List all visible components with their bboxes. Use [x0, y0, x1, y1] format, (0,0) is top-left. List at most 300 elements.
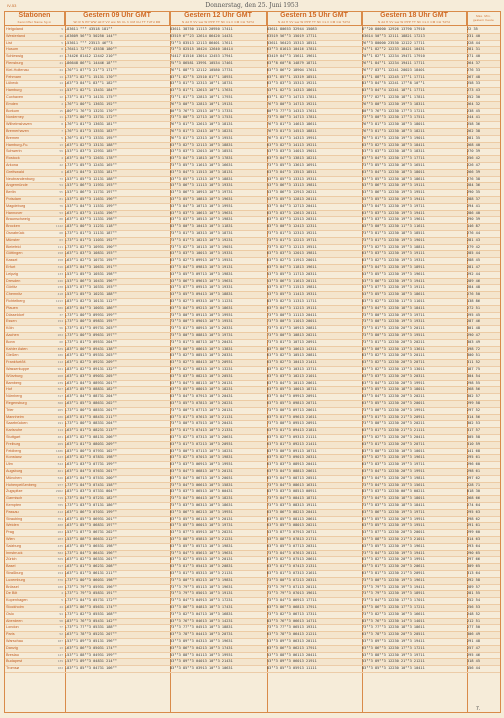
- obs-18: 63⁰⁰3 81⁰⁰3 12230 21⁰⁰3 20911: [362, 571, 425, 575]
- obs-15: 53⁰⁰1 82⁰⁰3 14313 18611: [267, 88, 317, 93]
- station-height: 351: [57, 516, 63, 521]
- obs-15: 53⁰⁰3 85⁰⁰3 13313 19311: [267, 176, 317, 181]
- obs-09: —63⁰⁰1 84⁰⁰3 12331 181⁰⁰: [65, 169, 117, 174]
- obs-09: —73⁰⁰1 81⁰⁰3 11031 192⁰⁰: [65, 237, 117, 242]
- station-name: Salzburg: [6, 543, 21, 548]
- obs-18: 63⁰⁰3 84⁰⁰3 12230 18⁰⁰3 18411: [362, 305, 425, 310]
- obs-12: 63⁰⁰3 82⁰⁰3 07013 10⁰⁰3 19831: [170, 455, 233, 460]
- obs-18: 63⁰⁰3 86⁰⁰3 12230 19⁰⁰3 19711: [362, 509, 425, 514]
- obs-15: 53⁰⁰3 86⁰⁰3 13113 19811: [267, 183, 317, 188]
- obs-09: —63⁰⁰1 84⁰⁰3 07531 200⁰⁰: [65, 475, 117, 480]
- max-min: 290 35: [467, 190, 480, 195]
- obs-15: 73⁰⁰3 83⁰⁰3 08313 19111: [267, 503, 317, 507]
- obs-12: 63519 6⁰⁰23 12614 86420 14431: [170, 33, 233, 38]
- obs-15: 73⁰⁰3 82⁰⁰3 12113 19511: [267, 244, 317, 249]
- obs-18: 73⁰⁰3 77⁰⁰3 12230 18⁰⁰3 18611: [362, 625, 425, 630]
- max-min: 271 40: [467, 54, 480, 59]
- header-extremes: [467, 12, 500, 25]
- obs-09: —73⁰⁰1 82⁰⁰3 05531 168⁰⁰: [65, 611, 117, 616]
- obs-15: 73⁰⁰3 80⁰⁰3 11013 20011: [267, 319, 317, 324]
- obs-12: 63⁰⁰3 84⁰⁰3 06813 10⁰⁰3 20131: [170, 469, 233, 473]
- obs-18: 73⁰⁰3 80⁰⁰3 12230 19⁰⁰3 19611: [362, 577, 425, 582]
- obs-12: 63⁰⁰3 83⁰⁰3 10613 10⁰⁰3 19631: [170, 210, 233, 215]
- obs-12: 63⁰⁰3 85⁰⁰3 08013 10⁰⁰3 18231: [170, 387, 233, 392]
- obs-15: 83⁰⁰3 83⁰⁰3 08513 00911: [267, 489, 317, 494]
- station-name: Würzburg: [6, 373, 23, 378]
- station-name: Straubing: [6, 516, 23, 521]
- obs-18: 53⁰⁰3 89⁰⁰3 12230 21⁰⁰3 21211: [362, 659, 425, 664]
- station-name: Tromsø: [6, 666, 19, 671]
- page-title: Donnerstag, den 25. Juni 1953: [205, 2, 299, 9]
- obs-18: 63⁰⁰3 82⁰⁰3 12230 20⁰⁰3 19911: [362, 557, 425, 562]
- station-name: Oslo: [6, 611, 14, 616]
- obs-18: 73⁰⁰3 80⁰⁰3 12230 19⁰⁰3 19711: [362, 312, 425, 317]
- obs-15: 53⁰⁰3 86⁰⁰3 12913 20211: [267, 190, 317, 195]
- max-min: 304 54: [467, 373, 480, 378]
- obs-09: —76⁰⁰1 81⁰⁰3 13331 195⁰⁰: [65, 135, 117, 140]
- obs-09: —63⁰⁰1 85⁰⁰3 08831 182⁰⁰: [65, 387, 117, 392]
- obs-09: —63⁰⁰1 82⁰⁰3 07831 198⁰⁰: [65, 455, 117, 460]
- obs-15: 63⁰⁰8 60⁰⁰8 14879 18711: [267, 61, 317, 65]
- table-row: [5, 665, 500, 673]
- obs-09: —73⁰⁰1 84⁰⁰3 07231 182⁰⁰: [65, 496, 117, 501]
- station-name: Karlsruhe: [6, 428, 23, 433]
- station-height: 265: [57, 407, 63, 412]
- obs-15: 73⁰⁰3 84⁰⁰3 06913 17711: [267, 598, 317, 603]
- obs-12: 63⁰⁰3 82⁰⁰3 08513 10⁰⁰3 20331: [170, 353, 233, 358]
- station-height: 522: [57, 462, 63, 467]
- station-height: 44: [59, 67, 63, 72]
- station-height: 13: [59, 142, 63, 147]
- station-name: Görlitz: [6, 285, 17, 290]
- station-name: Innsbruck: [6, 550, 23, 555]
- observation-table: [4, 11, 501, 713]
- obs-12: 83⁰⁰3 82⁰⁰3 08313 10⁰⁰3 13231: [170, 367, 233, 371]
- max-min: 293 64: [467, 543, 480, 548]
- station-name: Basel: [6, 564, 16, 569]
- obs-09: —63⁰⁰1 82⁰⁰3 06331 201⁰⁰: [65, 557, 117, 562]
- header-extra-sub: gestern heute: [473, 18, 494, 22]
- obs-18: 53⁰⁰3 84⁰⁰3 12230 19⁰⁰3 19711: [362, 203, 425, 208]
- max-min: 018 30: [467, 489, 480, 494]
- station-height: 582: [57, 550, 63, 555]
- obs-18: 63⁰⁰3 81⁰⁰3 12230 20⁰⁰3 20611: [362, 564, 425, 569]
- obs-18: 63⁰⁰3 84⁰⁰3 12230 20⁰⁰3 20211: [362, 394, 425, 399]
- obs-15: 63⁰⁰1 82⁰⁰3 14713 17811: [267, 95, 317, 99]
- station-name: Plauen: [6, 305, 18, 310]
- obs-12: 53⁰⁰3 88⁰⁰3 04113 10⁰⁰3 19931: [170, 652, 233, 657]
- obs-15: 53⁰⁰3 85⁰⁰3 11713 20311: [267, 271, 317, 276]
- obs-12: 76⁰⁰3 81⁰⁰3 12613 10⁰⁰3 18131: [170, 122, 233, 127]
- obs-18: 63⁰⁰3 83⁰⁰3 12230 20⁰⁰3 20311: [362, 373, 425, 378]
- obs-09: —83⁰⁰1 82⁰⁰3 10131 112⁰⁰: [65, 299, 117, 303]
- obs-18: 73⁰⁰3 84⁰⁰3 12230 18⁰⁰3 18011: [362, 496, 425, 501]
- obs-12: 63⁰⁰3 84⁰⁰3 09213 10⁰⁰3 18631: [170, 305, 233, 310]
- station-height: 317: [57, 564, 63, 569]
- station-height: 262: [57, 530, 63, 535]
- station-height: 154: [57, 319, 63, 324]
- obs-15: 63⁰⁰3 83⁰⁰3 08913 20411: [267, 462, 317, 467]
- station-height: 15: [59, 108, 63, 113]
- station-name: Berlin: [6, 190, 16, 195]
- station-name: Bielefeld: [6, 244, 21, 249]
- obs-18: 83⁰⁰3 80⁰⁰3 12230 11⁰⁰3 11611: [362, 224, 425, 229]
- station-height: 4: [61, 591, 63, 596]
- max-min: 272 51: [467, 305, 480, 310]
- page-mark: IV-53: [7, 3, 17, 8]
- max-min: 281 55: [467, 591, 480, 596]
- max-min: 289 57: [467, 584, 480, 589]
- obs-09: —63⁰⁰1 85⁰⁰3 06531 198⁰⁰: [65, 543, 117, 548]
- obs-09: —53⁰⁰1 85⁰⁰3 10531 198⁰⁰: [65, 271, 117, 276]
- obs-12: 83⁰⁰3 81⁰⁰1 12613 10⁰⁰1 17631: [170, 88, 233, 93]
- obs-09: —63⁰⁰1 78⁰⁰3 05231 207⁰⁰: [65, 632, 117, 637]
- station-name: Stockholm: [6, 605, 24, 609]
- obs-09: —63⁰⁰1 86⁰⁰3 05031 174⁰⁰: [65, 645, 117, 650]
- obs-15: 73⁰⁰3 79⁰⁰3 07013 19611: [267, 591, 317, 596]
- station-height: 386: [57, 305, 63, 310]
- station-height: 44: [59, 605, 63, 609]
- station-height: 100: [57, 584, 63, 589]
- station-name: Magdeburg: [6, 203, 26, 208]
- station-height: 37: [59, 312, 63, 317]
- station-height: 418: [57, 292, 63, 297]
- obs-18: 83⁰⁰3 82⁰⁰3 12230 13⁰⁰3 13011: [362, 367, 425, 371]
- obs-09: —73⁰⁰1 77⁰⁰3 05331 188⁰⁰: [65, 625, 117, 630]
- obs-15: 63⁰⁰3 81⁰⁰3 07413 21311: [267, 564, 317, 569]
- station-height: 107: [57, 639, 63, 643]
- station-height: 58: [59, 618, 63, 623]
- obs-12: 53⁰⁰3 85⁰⁰3 11313 10⁰⁰3 18831: [170, 176, 233, 181]
- obs-18: 73⁰⁰3 81⁰⁰3 12230 19⁰⁰3 19011: [362, 237, 425, 242]
- obs-09: —63⁰⁰1 81⁰⁰3 08431 211⁰⁰: [65, 414, 117, 419]
- station-name: Wien: [6, 537, 15, 541]
- station-height: 5: [61, 598, 63, 603]
- obs-18: 63⁰⁰3 85⁰⁰3 12230 19⁰⁰3 19511: [362, 523, 425, 528]
- obs-09: —73⁰⁰1 80⁰⁰3 08331 204⁰⁰: [65, 421, 117, 426]
- station-name: Brüssel: [6, 584, 19, 589]
- obs-15: 53⁰⁰3 85⁰⁰3 11413 19311: [267, 292, 317, 297]
- obs-15: 63⁰⁰3 86⁰⁰3 06213 17911: [267, 645, 317, 650]
- obs-18: 73⁰⁰3 83⁰⁰3 12230 18⁰⁰3 18411: [362, 503, 425, 507]
- obs-18: 83⁰⁰3 80⁰⁰3 12230 10⁰⁰3 10011: [362, 448, 425, 453]
- obs-15: 73⁰⁰3 77⁰⁰3 06513 19311: [267, 625, 317, 630]
- station-name: Lübeck: [6, 81, 19, 86]
- obs-18: 63⁰⁰3 85⁰⁰3 12230 20⁰⁰3 19911: [362, 516, 425, 521]
- obs-12: 63⁰⁰3 83⁰⁰3 10513 10⁰⁰3 19831: [170, 217, 233, 222]
- obs-09: —63⁰⁰1 83⁰⁰3 10831 193⁰⁰: [65, 251, 117, 256]
- obs-18: 53⁰⁰3 87⁰⁰3 12230 19⁰⁰3 19111: [362, 285, 425, 290]
- obs-15: 73⁰⁰3 80⁰⁰3 09713 20611: [267, 407, 317, 412]
- obs-09: —63⁰⁰3 84⁰⁰1 83⁰⁰1 182⁰⁰: [65, 81, 117, 86]
- obs-09: —63⁰⁰1 82⁰⁰3 09231 209⁰⁰: [65, 360, 117, 365]
- obs-18: 63⁰⁰3 81⁰⁰3 12230 21⁰⁰3 20911: [362, 414, 425, 419]
- obs-18: 63⁰⁰3 84⁰⁰3 12230 20⁰⁰3 19911: [362, 380, 425, 385]
- station-name: Budapest: [6, 659, 23, 664]
- obs-18: 63⁰⁰3 83⁰⁰3 12230 19⁰⁰3 19611: [362, 217, 425, 222]
- station-height: 94: [59, 611, 63, 616]
- max-min: 231 40: [467, 33, 480, 38]
- obs-18: 73⁰⁰3 84⁰⁰3 12230 19⁰⁰3 19411: [362, 550, 425, 555]
- obs-12: 53⁰⁰3 86⁰⁰3 11113 10⁰⁰3 19331: [170, 183, 233, 188]
- obs-18: 73⁰⁰3 84⁰⁰3 12230 17⁰⁰3 17011: [362, 598, 425, 603]
- station-name: Danzig: [6, 645, 18, 650]
- obs-18: 73⁰⁰3 79⁰⁰3 12230 19⁰⁰3 19411: [362, 584, 425, 589]
- station-name: Wasserkuppe: [6, 367, 30, 371]
- max-min: 298 55: [467, 380, 480, 385]
- station-name: Warschau: [6, 639, 23, 643]
- station-height: 73: [59, 176, 63, 181]
- station-height: 147: [57, 652, 63, 657]
- max-min: 301 48: [467, 326, 480, 331]
- obs-15: 63⁰⁰3 82⁰⁰3 14113 19211: [267, 142, 317, 147]
- obs-15: 73⁰⁰3 80⁰⁰3 14713 17811: [267, 115, 317, 120]
- station-name: Bremerhaven: [6, 129, 29, 133]
- obs-18: 76⁰⁰3 80⁰⁰3 12230 19⁰⁰3 18311: [362, 101, 425, 106]
- obs-15: 53611 56423 15313 18511: [267, 40, 317, 45]
- max-min: 311 52: [467, 360, 480, 365]
- max-min: 146 87: [467, 224, 480, 229]
- obs-18: 53⁰⁰3 85⁰⁰3 12230 18⁰⁰3 18611: [362, 176, 425, 181]
- obs-12: 83⁰⁰3 85⁰⁰3 03913 10⁰⁰3 10631: [170, 666, 233, 671]
- obs-09: —63⁰⁰1 83⁰⁰3 11331 198⁰⁰: [65, 217, 117, 222]
- obs-15: 73⁰⁰3 85⁰⁰3 13613 16911: [267, 163, 317, 167]
- obs-15: 63⁰⁰3 86⁰⁰3 06813 17911: [267, 605, 317, 609]
- obs-15: 73⁰⁰3 81⁰⁰3 10713 20911: [267, 339, 317, 344]
- obs-12: 63⁰⁰3 82⁰⁰3 07313 10⁰⁰3 20631: [170, 435, 233, 439]
- obs-18: 53⁰⁰3 83⁰⁰3 12230 18⁰⁰3 18311: [362, 149, 425, 154]
- obs-09: —73⁰⁰1 79⁰⁰3 05831 191⁰⁰: [65, 591, 117, 596]
- max-min: 298 62: [467, 516, 480, 521]
- station-height: 8: [61, 47, 63, 52]
- obs-18: 76⁰⁰7 83⁰⁰1 12241 20023 18401: [362, 67, 425, 72]
- station-height: 5: [61, 135, 63, 140]
- station-name: Weiden: [6, 523, 19, 528]
- obs-12: 83⁰⁰3 82⁰⁰3 09313 10⁰⁰3 11231: [170, 299, 233, 303]
- obs-09: —63⁰⁰1 81⁰⁰3 08231 213⁰⁰: [65, 428, 117, 433]
- obs-15: 63⁰⁰3 85⁰⁰3 08013 20211: [267, 523, 317, 528]
- station-height: 246: [57, 278, 63, 283]
- station-name: Norderney: [6, 115, 24, 120]
- station-height: 14: [59, 74, 63, 79]
- max-min: 228 71: [467, 482, 480, 487]
- max-min: 296 60: [467, 462, 480, 467]
- station-name: Münster: [6, 237, 20, 242]
- max-min: 226 47: [467, 163, 480, 167]
- obs-12: 73⁰⁰1 81⁰⁰3 12813 10⁰⁰1 17931: [170, 95, 233, 99]
- station-height: 77: [59, 625, 63, 630]
- station-name: Osnabrück: [6, 231, 25, 235]
- obs-15: 83611 80653 32944 15083: [267, 27, 317, 31]
- obs-15: 63⁰⁰3 84⁰⁰3 11813 19611: [267, 265, 317, 269]
- obs-09: —76⁰⁰1 81⁰⁰3 13631 181⁰⁰: [65, 122, 117, 127]
- obs-12: 73⁰⁰3 81⁰⁰3 10213 10⁰⁰3 19231: [170, 237, 233, 242]
- station-name: Husum: [6, 47, 19, 52]
- station-name: Kiel-Holtenau: [6, 67, 29, 72]
- obs-15: 83⁰⁰3 80⁰⁰3 10613 14311: [267, 346, 317, 351]
- obs-12: 76⁰⁰1 88⁰⁰3 12112 10580 17731: [170, 67, 233, 72]
- obs-12: 73⁰⁰3 80⁰⁰3 09113 10⁰⁰3 19931: [170, 312, 233, 317]
- max-min: 287 46: [467, 319, 480, 324]
- station-name: Westerland: [6, 33, 26, 38]
- station-name: Potsdam: [6, 197, 21, 201]
- obs-09: —63⁰⁰1 81⁰⁰3 06131 211⁰⁰: [65, 571, 117, 575]
- station-height: 150: [57, 251, 63, 256]
- obs-12: 73⁰⁰3 84⁰⁰3 04913 10⁰⁰3 17231: [170, 598, 233, 603]
- obs-15: 83⁰⁰3 82⁰⁰3 11313 11711: [267, 299, 317, 303]
- obs-18: 83⁰⁰3 84⁰⁰5 12241 17⁰⁰8 10⁰⁰1: [362, 81, 425, 86]
- header-stations-label: Stationen: [18, 12, 51, 19]
- max-min: 291 61: [467, 523, 480, 528]
- obs-12: 63⁰⁰3 83⁰⁰3 06913 10⁰⁰3 19931: [170, 462, 233, 467]
- station-name: Straßburg: [6, 571, 23, 575]
- station-name: Bonn: [6, 339, 15, 344]
- obs-12: 63⁰⁰3 84⁰⁰3 11513 10⁰⁰3 18131: [170, 169, 233, 174]
- obs-15: 83⁰⁰3 85⁰⁰3 05913 11111: [267, 666, 317, 671]
- max-min: 290 39: [467, 217, 480, 222]
- station-name: Köln: [6, 326, 14, 331]
- station-height: 719: [57, 496, 63, 501]
- obs-18: 74⁰⁰1 82⁰⁰2 12233 18421 10431: [362, 47, 425, 52]
- station-name: Frankfurt/M.: [6, 360, 27, 365]
- obs-15: 53⁰⁰3 87⁰⁰3 07913 20711: [267, 530, 317, 535]
- station-height: 366: [57, 401, 63, 405]
- obs-12: 53⁰⁰3 89⁰⁰3 04313 10⁰⁰3 19631: [170, 639, 233, 643]
- max-min: 281 43: [467, 237, 480, 242]
- header-g1-label: Gestern 09 Uhr GMT: [83, 12, 151, 19]
- obs-15: 76⁰⁰3 81⁰⁰3 14613 18611: [267, 122, 317, 127]
- obs-12: 73⁰⁰3 80⁰⁰3 07713 10⁰⁰3 20131: [170, 407, 233, 412]
- obs-12: 83⁰⁰3 81⁰⁰3 12313 10⁰⁰1 18731: [170, 81, 233, 86]
- station-height: 5: [61, 40, 63, 45]
- obs-09: —63⁰⁰1 81⁰⁰3 06231 208⁰⁰: [65, 564, 117, 569]
- max-min: 276 44: [467, 231, 480, 235]
- obs-15: 73⁰⁰3 84⁰⁰3 08413 18711: [267, 496, 317, 501]
- obs-12: 73⁰⁰3 80⁰⁰3 09013 10⁰⁰3 19531: [170, 319, 233, 324]
- obs-09: —73⁰⁰1 81⁰⁰3 14131 175⁰⁰: [65, 95, 117, 99]
- station-height: 203: [57, 537, 63, 541]
- obs-15: 53⁰⁰3 89⁰⁰3 06013 21911: [267, 659, 317, 664]
- obs-12: 53⁰⁰3 83⁰⁰3 12013 10⁰⁰3 18531: [170, 149, 233, 154]
- station-name: Erfurt: [6, 265, 16, 269]
- max-min: 156 44: [467, 666, 480, 671]
- obs-12: 76⁰⁰3 81⁰⁰3 12413 10⁰⁰3 18231: [170, 129, 233, 133]
- max-min: 276 33: [467, 67, 480, 72]
- obs-15: 63419 84⁰⁰3 15611 19611: [267, 54, 317, 59]
- header-g2-label: Gestern 12 Uhr GMT: [184, 12, 252, 19]
- obs-18: 53⁰⁰3 86⁰⁰3 12230 19⁰⁰3 19111: [362, 183, 425, 188]
- obs-12: 76⁰⁰3 80⁰⁰3 12813 10⁰⁰1 19131: [170, 101, 233, 106]
- station-height: 2: [61, 101, 63, 106]
- obs-12: 83⁰⁰3 83⁰⁰3 06513 10⁰⁰3 00431: [170, 489, 233, 494]
- station-name: Feldberg: [6, 448, 21, 453]
- station-name: Saarbrücken: [6, 421, 28, 426]
- obs-09: —63⁰⁰1 82⁰⁰3 10731 195⁰⁰: [65, 258, 117, 263]
- max-min: 305 58: [467, 435, 480, 439]
- station-height: 7: [61, 129, 63, 133]
- obs-12: 53⁰⁰3 84⁰⁰3 10713 10⁰⁰3 19931: [170, 203, 233, 208]
- obs-12: 53⁰⁰3 89⁰⁰3 04013 10⁰⁰3 21431: [170, 659, 233, 664]
- obs-09: —63⁰⁰1 82⁰⁰3 09331 203⁰⁰: [65, 353, 117, 358]
- station-name: Passau: [6, 509, 19, 514]
- obs-18: 73⁰⁰3 82⁰⁰3 12230 16⁰⁰3 16611: [362, 611, 425, 616]
- station-name: Wilhelmshaven: [6, 122, 32, 127]
- obs-12: 83⁰⁰1 82⁰⁰5 12510 81⁰⁰1 18931: [170, 74, 233, 79]
- max-min: 288 45: [467, 258, 480, 263]
- obs-15: 63⁰⁰3 85⁰⁰3 10013 18711: [267, 387, 317, 392]
- obs-12: 53⁰⁰3 86⁰⁰3 10913 10⁰⁰3 19731: [170, 190, 233, 195]
- max-min: 281 31: [467, 47, 480, 52]
- max-min: 290 47: [467, 333, 480, 337]
- station-name: Freiburg: [6, 441, 21, 446]
- obs-09: —73⁰⁰1 84⁰⁰3 05731 172⁰⁰: [65, 598, 117, 603]
- station-name: Hannover: [6, 210, 23, 215]
- max-min: 292 58: [467, 577, 480, 582]
- max-min: 314 63: [467, 537, 480, 541]
- station-name: Hohenpeißenberg: [6, 482, 37, 487]
- table-header: [5, 12, 500, 26]
- obs-12: 63⁰⁰3 83⁰⁰3 08213 10⁰⁰3 20531: [170, 373, 233, 378]
- obs-15: 53⁰⁰3 88⁰⁰3 07813 21711: [267, 537, 317, 541]
- obs-15: 63⁰⁰3 81613 10416 17811: [267, 47, 317, 52]
- station-height: 158: [57, 258, 63, 263]
- obs-18: 73⁰⁰3 81⁰⁰3 12230 20⁰⁰3 20111: [362, 326, 425, 331]
- station-name: Hamburg: [6, 88, 22, 93]
- station-name: Cuxhaven: [6, 95, 24, 99]
- page-number: 7.: [476, 706, 481, 712]
- obs-15: 63⁰⁰3 84⁰⁰3 11213 19111: [267, 305, 317, 310]
- obs-12: 83⁰⁰3 80⁰⁰3 10413 10⁰⁰3 11831: [170, 224, 233, 229]
- header-g3-sub: N dd ff VV ww W PPP TT Nh CL h CM CH TdTd: [278, 20, 350, 24]
- max-min: 258 33: [467, 81, 480, 86]
- obs-18: 63⁰⁰3 86⁰⁰3 12230 17⁰⁰3 17211: [362, 645, 425, 650]
- station-height: 52: [59, 632, 63, 637]
- obs-15: 83⁰⁰3 80⁰⁰3 09113 10711: [267, 448, 317, 453]
- max-min: 286 40: [467, 210, 480, 215]
- station-height: 1486: [55, 448, 63, 453]
- obs-09: —73⁰⁰1 82⁰⁰1 15131 170⁰⁰: [65, 74, 117, 79]
- obs-15: 63⁰⁰3 86⁰⁰3 08213 20411: [267, 509, 317, 514]
- obs-18: 76⁰⁰3 81⁰⁰3 12230 19⁰⁰3 19011: [362, 135, 425, 140]
- obs-15: 73⁰⁰3 81⁰⁰3 10913 20811: [267, 326, 317, 331]
- obs-15: 53⁰⁰3 85⁰⁰3 12813 20111: [267, 197, 317, 201]
- max-min: 297 52: [467, 407, 480, 412]
- obs-09: —76⁰⁰1 80⁰⁰1 13631 192⁰⁰: [65, 101, 117, 106]
- obs-09: —63⁰⁰1 82⁰⁰3 13131 188⁰⁰: [65, 142, 117, 147]
- station-height: 88: [59, 217, 63, 222]
- station-name: Augsburg: [6, 469, 23, 473]
- obs-12: 73⁰⁰3 84⁰⁰3 06613 10⁰⁰3 15831: [170, 482, 233, 487]
- obs-09: —63⁰⁰1 85⁰⁰3 06831 197⁰⁰: [65, 523, 117, 528]
- station-name: Leipzig: [6, 271, 19, 276]
- station-height: 977: [57, 482, 63, 487]
- station-height: 317: [57, 394, 63, 399]
- station-height: 53: [59, 210, 63, 215]
- obs-09: —76⁰⁰1 81⁰⁰3 13531 183⁰⁰: [65, 129, 117, 133]
- header-g1-sub: Wi R N PP WW dd ff VV ww Nh CL h CM CH TT TdTd RR: [73, 20, 161, 24]
- obs-12: 63⁰⁰3 82⁰⁰3 05513 10⁰⁰3 20131: [170, 557, 233, 562]
- max-min: 266 39: [467, 169, 480, 174]
- max-min: 248 52: [467, 611, 480, 616]
- obs-09: —73⁰⁰1 79⁰⁰3 05931 196⁰⁰: [65, 584, 117, 589]
- station-height: 268: [57, 373, 63, 378]
- obs-12: 73⁰⁰3 80⁰⁰3 12713 10⁰⁰3 17531: [170, 115, 233, 120]
- obs-15: 63⁰⁰3 83⁰⁰3 12613 20111: [267, 210, 317, 215]
- obs-15: 63⁰⁰3 81⁰⁰3 09613 21611: [267, 414, 317, 419]
- obs-18: 63⁰⁰3 82⁰⁰3 12230 19⁰⁰3 19311: [362, 258, 425, 263]
- obs-15: 63⁰⁰3 83⁰⁰3 12513 20311: [267, 217, 317, 222]
- station-name: Aberdeen: [6, 618, 23, 623]
